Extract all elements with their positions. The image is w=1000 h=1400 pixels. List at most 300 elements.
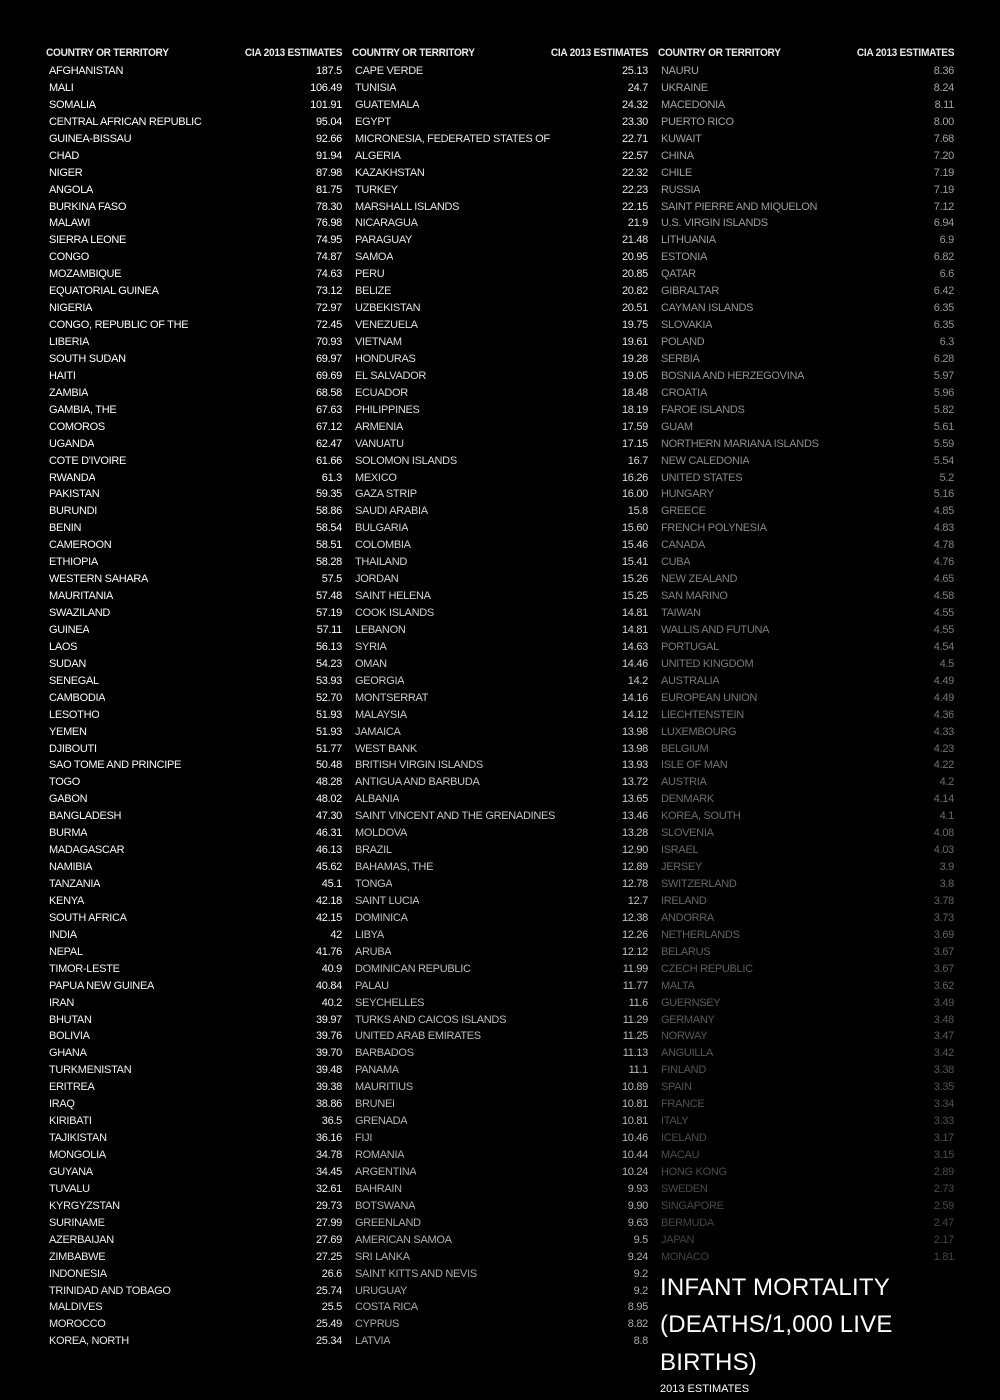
- table-row: [352, 1232, 648, 1249]
- country-name: SRI LANKA: [355, 1250, 410, 1263]
- country-name: LIBYA: [355, 928, 384, 941]
- table-row: [46, 791, 342, 808]
- mortality-value: 5.82: [933, 403, 954, 416]
- mortality-value: 15.26: [621, 573, 648, 586]
- mortality-value: 3.67: [933, 945, 954, 958]
- country-name: BENIN: [49, 522, 82, 535]
- country-name: GAMBIA, THE: [49, 403, 117, 416]
- mortality-value: 39.48: [315, 1064, 342, 1077]
- table-row: [658, 402, 954, 419]
- mortality-value: 14.12: [621, 708, 648, 721]
- country-name: COLOMBIA: [355, 539, 411, 552]
- country-name: BAHAMAS, THE: [355, 861, 434, 874]
- mortality-value: 3.47: [933, 1030, 954, 1043]
- table-row: [352, 741, 648, 758]
- mortality-value: 4.78: [933, 539, 954, 552]
- mortality-value: 6.35: [933, 319, 954, 332]
- table-row: [352, 1130, 648, 1147]
- mortality-value: 39.97: [315, 1013, 342, 1026]
- country-name: CYPRUS: [355, 1318, 400, 1331]
- table-row: [46, 1232, 342, 1249]
- mortality-value: 2.59: [933, 1199, 954, 1212]
- country-name: CONGO: [49, 251, 90, 264]
- table-row: [46, 1045, 342, 1062]
- mortality-value: 40.9: [321, 962, 342, 975]
- table-row: [46, 707, 342, 724]
- country-name: TIMOR-LESTE: [49, 962, 120, 975]
- country-name: LITHUANIA: [661, 234, 716, 247]
- mortality-value: 11.99: [622, 962, 648, 975]
- table-row: [46, 385, 342, 402]
- country-name: CHINA: [661, 149, 694, 162]
- country-name: IRAN: [49, 996, 75, 1009]
- country-name: NAURU: [661, 65, 699, 77]
- country-name: NEW ZEALAND: [661, 573, 738, 586]
- country-name: MICRONESIA, FEDERATED STATES OF: [355, 132, 550, 145]
- country-name: BRITISH VIRGIN ISLANDS: [355, 759, 483, 772]
- country-name: NETHERLANDS: [661, 928, 740, 941]
- table-row: [352, 131, 648, 148]
- mortality-value: 87.98: [315, 166, 342, 179]
- table-row: [46, 724, 342, 741]
- table-row: [658, 1012, 954, 1029]
- mortality-value: 12.89: [621, 861, 648, 874]
- table-row: [352, 97, 648, 114]
- country-name: COTE D'IVOIRE: [49, 454, 127, 467]
- country-name: SWAZILAND: [49, 607, 111, 619]
- country-name: MOROCCO: [49, 1318, 106, 1331]
- country-name: JAMAICA: [355, 725, 401, 738]
- table-row: [352, 1266, 648, 1283]
- mortality-value: 3.35: [933, 1081, 954, 1094]
- table-row: [46, 1012, 342, 1029]
- table-row: [352, 334, 648, 351]
- mortality-value: 19.75: [621, 319, 648, 332]
- table-row: [46, 995, 342, 1012]
- mortality-value: 50.48: [315, 759, 342, 772]
- mortality-value: 14.63: [621, 640, 648, 653]
- country-name: ROMANIA: [355, 1149, 405, 1161]
- table-row: [46, 571, 342, 588]
- table-row: [352, 385, 648, 402]
- country-name: SEYCHELLES: [355, 996, 425, 1009]
- table-row: [658, 791, 954, 808]
- table-row: [352, 1283, 648, 1300]
- table-row: [658, 876, 954, 893]
- mortality-value: 58.54: [315, 522, 342, 535]
- table-row: [352, 605, 648, 622]
- table-row: [46, 131, 342, 148]
- country-name: ZAMBIA: [49, 386, 89, 399]
- country-name: MAURITANIA: [49, 590, 114, 603]
- mortality-value: 4.55: [933, 623, 954, 636]
- mortality-value: 12.90: [621, 844, 648, 857]
- table-row: [658, 385, 954, 402]
- mortality-value: 6.28: [933, 352, 954, 365]
- mortality-value: 12.7: [627, 894, 648, 907]
- estimate-header: CIA 2013 ESTIMATES: [244, 47, 343, 59]
- country-name: WALLIS AND FUTUNA: [661, 623, 770, 636]
- mortality-value: 22.71: [621, 132, 648, 145]
- table-row: [352, 402, 648, 419]
- country-name: CENTRAL AFRICAN REPUBLIC: [49, 115, 202, 128]
- mortality-value: 20.95: [621, 251, 648, 264]
- table-row: [46, 300, 342, 317]
- country-name: KYRGYZSTAN: [49, 1199, 120, 1212]
- table-row: [658, 910, 954, 927]
- table-row: [46, 453, 342, 470]
- mortality-value: 39.38: [315, 1081, 342, 1094]
- table-row: [352, 961, 648, 978]
- mortality-value: 4.55: [933, 607, 954, 619]
- country-name: RWANDA: [49, 471, 96, 484]
- country-name: SPAIN: [661, 1081, 692, 1094]
- mortality-value: 69.69: [315, 369, 342, 382]
- table-row: [658, 436, 954, 453]
- mortality-value: 3.69: [933, 928, 954, 941]
- country-name: UNITED ARAB EMIRATES: [355, 1030, 481, 1043]
- country-name: BERMUDA: [661, 1216, 714, 1229]
- table-row: [658, 1181, 954, 1198]
- mortality-value: 29.73: [315, 1199, 342, 1212]
- country-name: TAIWAN: [661, 607, 701, 619]
- country-name: BHUTAN: [49, 1013, 92, 1026]
- country-name: ANGOLA: [49, 183, 94, 196]
- country-name: BURUNDI: [49, 505, 98, 518]
- table-row: [658, 724, 954, 741]
- country-name: PARAGUAY: [355, 234, 413, 247]
- table-row: [46, 1198, 342, 1215]
- table-row: [46, 486, 342, 503]
- table-row: [352, 486, 648, 503]
- table-row: [658, 707, 954, 724]
- table-row: [658, 97, 954, 114]
- table-row: [352, 165, 648, 182]
- country-name: TONGA: [355, 878, 393, 890]
- country-name: ARGENTINA: [355, 1165, 417, 1178]
- table-row: [658, 1130, 954, 1147]
- table-row: [658, 300, 954, 317]
- country-name: GERMANY: [661, 1013, 715, 1026]
- table-row: [46, 944, 342, 961]
- mortality-value: 67.63: [315, 403, 342, 416]
- mortality-value: 22.23: [621, 183, 648, 196]
- mortality-value: 3.67: [933, 962, 954, 975]
- mortality-value: 15.41: [621, 556, 648, 569]
- mortality-value: 39.76: [315, 1030, 342, 1043]
- country-name: KUWAIT: [661, 132, 702, 145]
- country-name: OMAN: [355, 657, 387, 670]
- country-name: WEST BANK: [355, 742, 417, 755]
- table-row: [658, 605, 954, 622]
- mortality-value: 7.19: [933, 183, 954, 196]
- country-name: HONG KONG: [661, 1165, 727, 1178]
- country-name: BARBADOS: [355, 1047, 414, 1060]
- table-row: [46, 436, 342, 453]
- table-row: [658, 1096, 954, 1113]
- table-row: [46, 1096, 342, 1113]
- country-name: VENEZUELA: [355, 319, 418, 332]
- country-name: MACAU: [661, 1149, 700, 1161]
- country-name: SAINT LUCIA: [355, 894, 420, 907]
- country-name: U.S. VIRGIN ISLANDS: [661, 217, 768, 230]
- country-name: IRAQ: [49, 1098, 75, 1111]
- country-name: RUSSIA: [661, 183, 701, 196]
- country-name: FAROE ISLANDS: [661, 403, 745, 416]
- table-row: [352, 808, 648, 825]
- country-name: UZBEKISTAN: [355, 302, 421, 315]
- country-name: PUERTO RICO: [661, 115, 734, 128]
- country-name: BOSNIA AND HERZEGOVINA: [661, 369, 805, 382]
- table-row: [658, 622, 954, 639]
- country-name: GUERNSEY: [661, 996, 721, 1009]
- country-name: UNITED KINGDOM: [661, 657, 754, 670]
- table-row: [46, 1316, 342, 1333]
- column-1: [46, 44, 342, 1350]
- country-name: POLAND: [661, 336, 705, 348]
- mortality-value: 10.81: [621, 1115, 648, 1128]
- mortality-value: 32.61: [315, 1182, 342, 1195]
- mortality-value: 24.32: [621, 98, 648, 111]
- mortality-value: 27.25: [315, 1250, 342, 1263]
- country-name: CAMEROON: [49, 539, 112, 552]
- table-row: [352, 148, 648, 165]
- mortality-value: 9.24: [627, 1250, 648, 1263]
- mortality-value: 13.98: [621, 742, 648, 755]
- mortality-value: 3.8: [939, 878, 954, 890]
- country-name: PERU: [355, 268, 385, 281]
- country-name: ANGUILLA: [661, 1047, 714, 1060]
- country-name: YEMEN: [49, 725, 87, 738]
- mortality-value: 73.12: [315, 285, 342, 298]
- country-header: COUNTRY OR TERRITORY: [658, 47, 781, 59]
- mortality-value: 101.91: [310, 98, 342, 111]
- mortality-value: 95.04: [315, 115, 342, 128]
- mortality-value: 58.86: [315, 505, 342, 518]
- mortality-value: 8.82: [627, 1318, 648, 1331]
- country-name: DOMINICAN REPUBLIC: [355, 962, 471, 975]
- country-name: TUVALU: [49, 1182, 90, 1195]
- table-row: [352, 1215, 648, 1232]
- table-row: [658, 419, 954, 436]
- table-row: [658, 317, 954, 334]
- country-name: EUROPEAN UNION: [661, 691, 758, 704]
- table-row: [46, 266, 342, 283]
- mortality-value: 25.74: [315, 1284, 342, 1297]
- mortality-value: 16.00: [621, 488, 648, 501]
- table-row: [658, 249, 954, 266]
- country-name: TURKEY: [355, 183, 398, 196]
- table-row: [658, 995, 954, 1012]
- country-name: NEW CALEDONIA: [661, 454, 750, 467]
- table-row: [658, 182, 954, 199]
- mortality-value: 11.25: [622, 1030, 648, 1043]
- country-name: AFGHANISTAN: [49, 65, 124, 77]
- mortality-value: 25.13: [621, 65, 648, 77]
- table-row: [352, 893, 648, 910]
- country-name: DJIBOUTI: [49, 742, 97, 755]
- table-row: [352, 199, 648, 216]
- table-row: [352, 368, 648, 385]
- country-name: BAHRAIN: [355, 1182, 402, 1195]
- mortality-value: 3.17: [933, 1132, 954, 1145]
- country-name: SAINT HELENA: [355, 590, 431, 603]
- estimate-header: CIA 2013 ESTIMATES: [550, 47, 649, 59]
- mortality-value: 8.36: [933, 65, 954, 77]
- country-name: BOTSWANA: [355, 1199, 416, 1212]
- country-name: SAO TOME AND PRINCIPE: [49, 759, 182, 772]
- mortality-value: 19.05: [621, 369, 648, 382]
- table-row: [352, 266, 648, 283]
- mortality-value: 57.48: [315, 590, 342, 603]
- mortality-value: 4.22: [933, 759, 954, 772]
- mortality-value: 74.63: [315, 268, 342, 281]
- table-row: [658, 774, 954, 791]
- mortality-value: 51.77: [315, 742, 342, 755]
- country-name: COOK ISLANDS: [355, 607, 434, 619]
- country-name: KENYA: [49, 894, 84, 907]
- table-row: [46, 182, 342, 199]
- country-name: GUATEMALA: [355, 98, 420, 111]
- country-name: COSTA RICA: [355, 1301, 418, 1314]
- mortality-value: 3.48: [933, 1013, 954, 1026]
- mortality-value: 10.46: [621, 1132, 648, 1145]
- table-row: [46, 470, 342, 487]
- table-row: [658, 554, 954, 571]
- table-row: [658, 741, 954, 758]
- mortality-value: 11.6: [628, 996, 648, 1009]
- mortality-value: 6.82: [933, 251, 954, 264]
- table-row: [352, 537, 648, 554]
- table-row: [658, 503, 954, 520]
- mortality-value: 5.16: [933, 488, 954, 501]
- country-name: AUSTRALIA: [661, 674, 720, 687]
- country-name: SLOVAKIA: [661, 319, 713, 332]
- mortality-value: 58.28: [315, 556, 342, 569]
- mortality-value: 9.63: [627, 1216, 648, 1229]
- country-name: GAZA STRIP: [355, 488, 417, 501]
- country-name: FRENCH POLYNESIA: [661, 522, 767, 535]
- country-name: CROATIA: [661, 386, 707, 399]
- mortality-value: 12.12: [621, 945, 648, 958]
- table-row: [46, 978, 342, 995]
- country-name: PAKISTAN: [49, 488, 100, 501]
- table-row: [46, 1147, 342, 1164]
- country-name: ECUADOR: [355, 386, 408, 399]
- mortality-value: 74.87: [315, 251, 342, 264]
- table-row: [352, 1316, 648, 1333]
- country-name: CZECH REPUBLIC: [661, 962, 753, 975]
- country-name: EGYPT: [355, 115, 391, 128]
- country-name: SIERRA LEONE: [49, 234, 127, 247]
- mortality-value: 9.5: [633, 1233, 648, 1246]
- table-row: [352, 707, 648, 724]
- mortality-value: 76.98: [315, 217, 342, 230]
- country-name: FIJI: [355, 1132, 373, 1145]
- mortality-value: 5.59: [933, 437, 954, 450]
- table-row: [46, 351, 342, 368]
- table-row: [352, 978, 648, 995]
- country-name: GHANA: [49, 1047, 87, 1060]
- country-name: VIETNAM: [355, 336, 402, 348]
- country-name: UGANDA: [49, 437, 95, 450]
- country-name: FINLAND: [661, 1064, 706, 1077]
- column-3: [658, 44, 954, 1266]
- mortality-value: 36.5: [321, 1115, 342, 1128]
- column-header: [46, 44, 342, 63]
- mortality-value: 3.9: [939, 861, 954, 874]
- table-row: [658, 690, 954, 707]
- mortality-value: 8.8: [633, 1335, 648, 1348]
- mortality-value: 9.93: [627, 1182, 648, 1195]
- table-row: [658, 131, 954, 148]
- country-name: JORDAN: [355, 573, 399, 586]
- table-row: [658, 114, 954, 131]
- mortality-value: 91.94: [315, 149, 342, 162]
- country-name: MONACO: [661, 1250, 709, 1263]
- table-row: [46, 1062, 342, 1079]
- table-row: [46, 80, 342, 97]
- table-row: [352, 927, 648, 944]
- table-row: [46, 673, 342, 690]
- table-row: [658, 215, 954, 232]
- table-row: [658, 470, 954, 487]
- country-name: GABON: [49, 793, 88, 806]
- mortality-value: 25.34: [315, 1335, 342, 1348]
- country-name: SAN MARINO: [661, 590, 728, 603]
- country-name: SWEDEN: [661, 1182, 708, 1195]
- mortality-value: 15.46: [621, 539, 648, 552]
- mortality-value: 42.18: [315, 894, 342, 907]
- page-subtitle: 2013 ESTIMATES: [660, 1383, 750, 1395]
- country-name: SOLOMON ISLANDS: [355, 454, 457, 467]
- mortality-value: 5.97: [933, 369, 954, 382]
- mortality-value: 11.1: [628, 1064, 648, 1077]
- table-row: [352, 182, 648, 199]
- table-row: [658, 893, 954, 910]
- mortality-value: 7.68: [933, 132, 954, 145]
- country-name: LATVIA: [355, 1335, 391, 1348]
- mortality-value: 4.36: [933, 708, 954, 721]
- table-row: [46, 334, 342, 351]
- mortality-value: 8.95: [627, 1301, 648, 1314]
- table-row: [352, 791, 648, 808]
- country-name: LUXEMBOURG: [661, 725, 737, 738]
- mortality-value: 3.73: [933, 911, 954, 924]
- table-row: [658, 266, 954, 283]
- country-name: SOUTH SUDAN: [49, 352, 126, 365]
- table-row: [46, 774, 342, 791]
- table-row: [352, 114, 648, 131]
- mortality-value: 8.00: [933, 115, 954, 128]
- country-name: ARMENIA: [355, 420, 404, 433]
- mortality-value: 13.93: [621, 759, 648, 772]
- mortality-value: 20.85: [621, 268, 648, 281]
- mortality-value: 14.81: [621, 623, 648, 636]
- country-name: GUYANA: [49, 1165, 93, 1178]
- table-row: [658, 944, 954, 961]
- mortality-value: 4.49: [933, 691, 954, 704]
- country-name: NIGERIA: [49, 302, 93, 315]
- country-name: EL SALVADOR: [355, 369, 427, 382]
- mortality-value: 18.19: [621, 403, 648, 416]
- country-name: GEORGIA: [355, 674, 405, 687]
- table-row: [46, 842, 342, 859]
- table-row: [352, 1096, 648, 1113]
- country-name: BULGARIA: [355, 522, 409, 535]
- mortality-value: 24.7: [627, 81, 648, 94]
- country-name: AMERICAN SAMOA: [355, 1233, 452, 1246]
